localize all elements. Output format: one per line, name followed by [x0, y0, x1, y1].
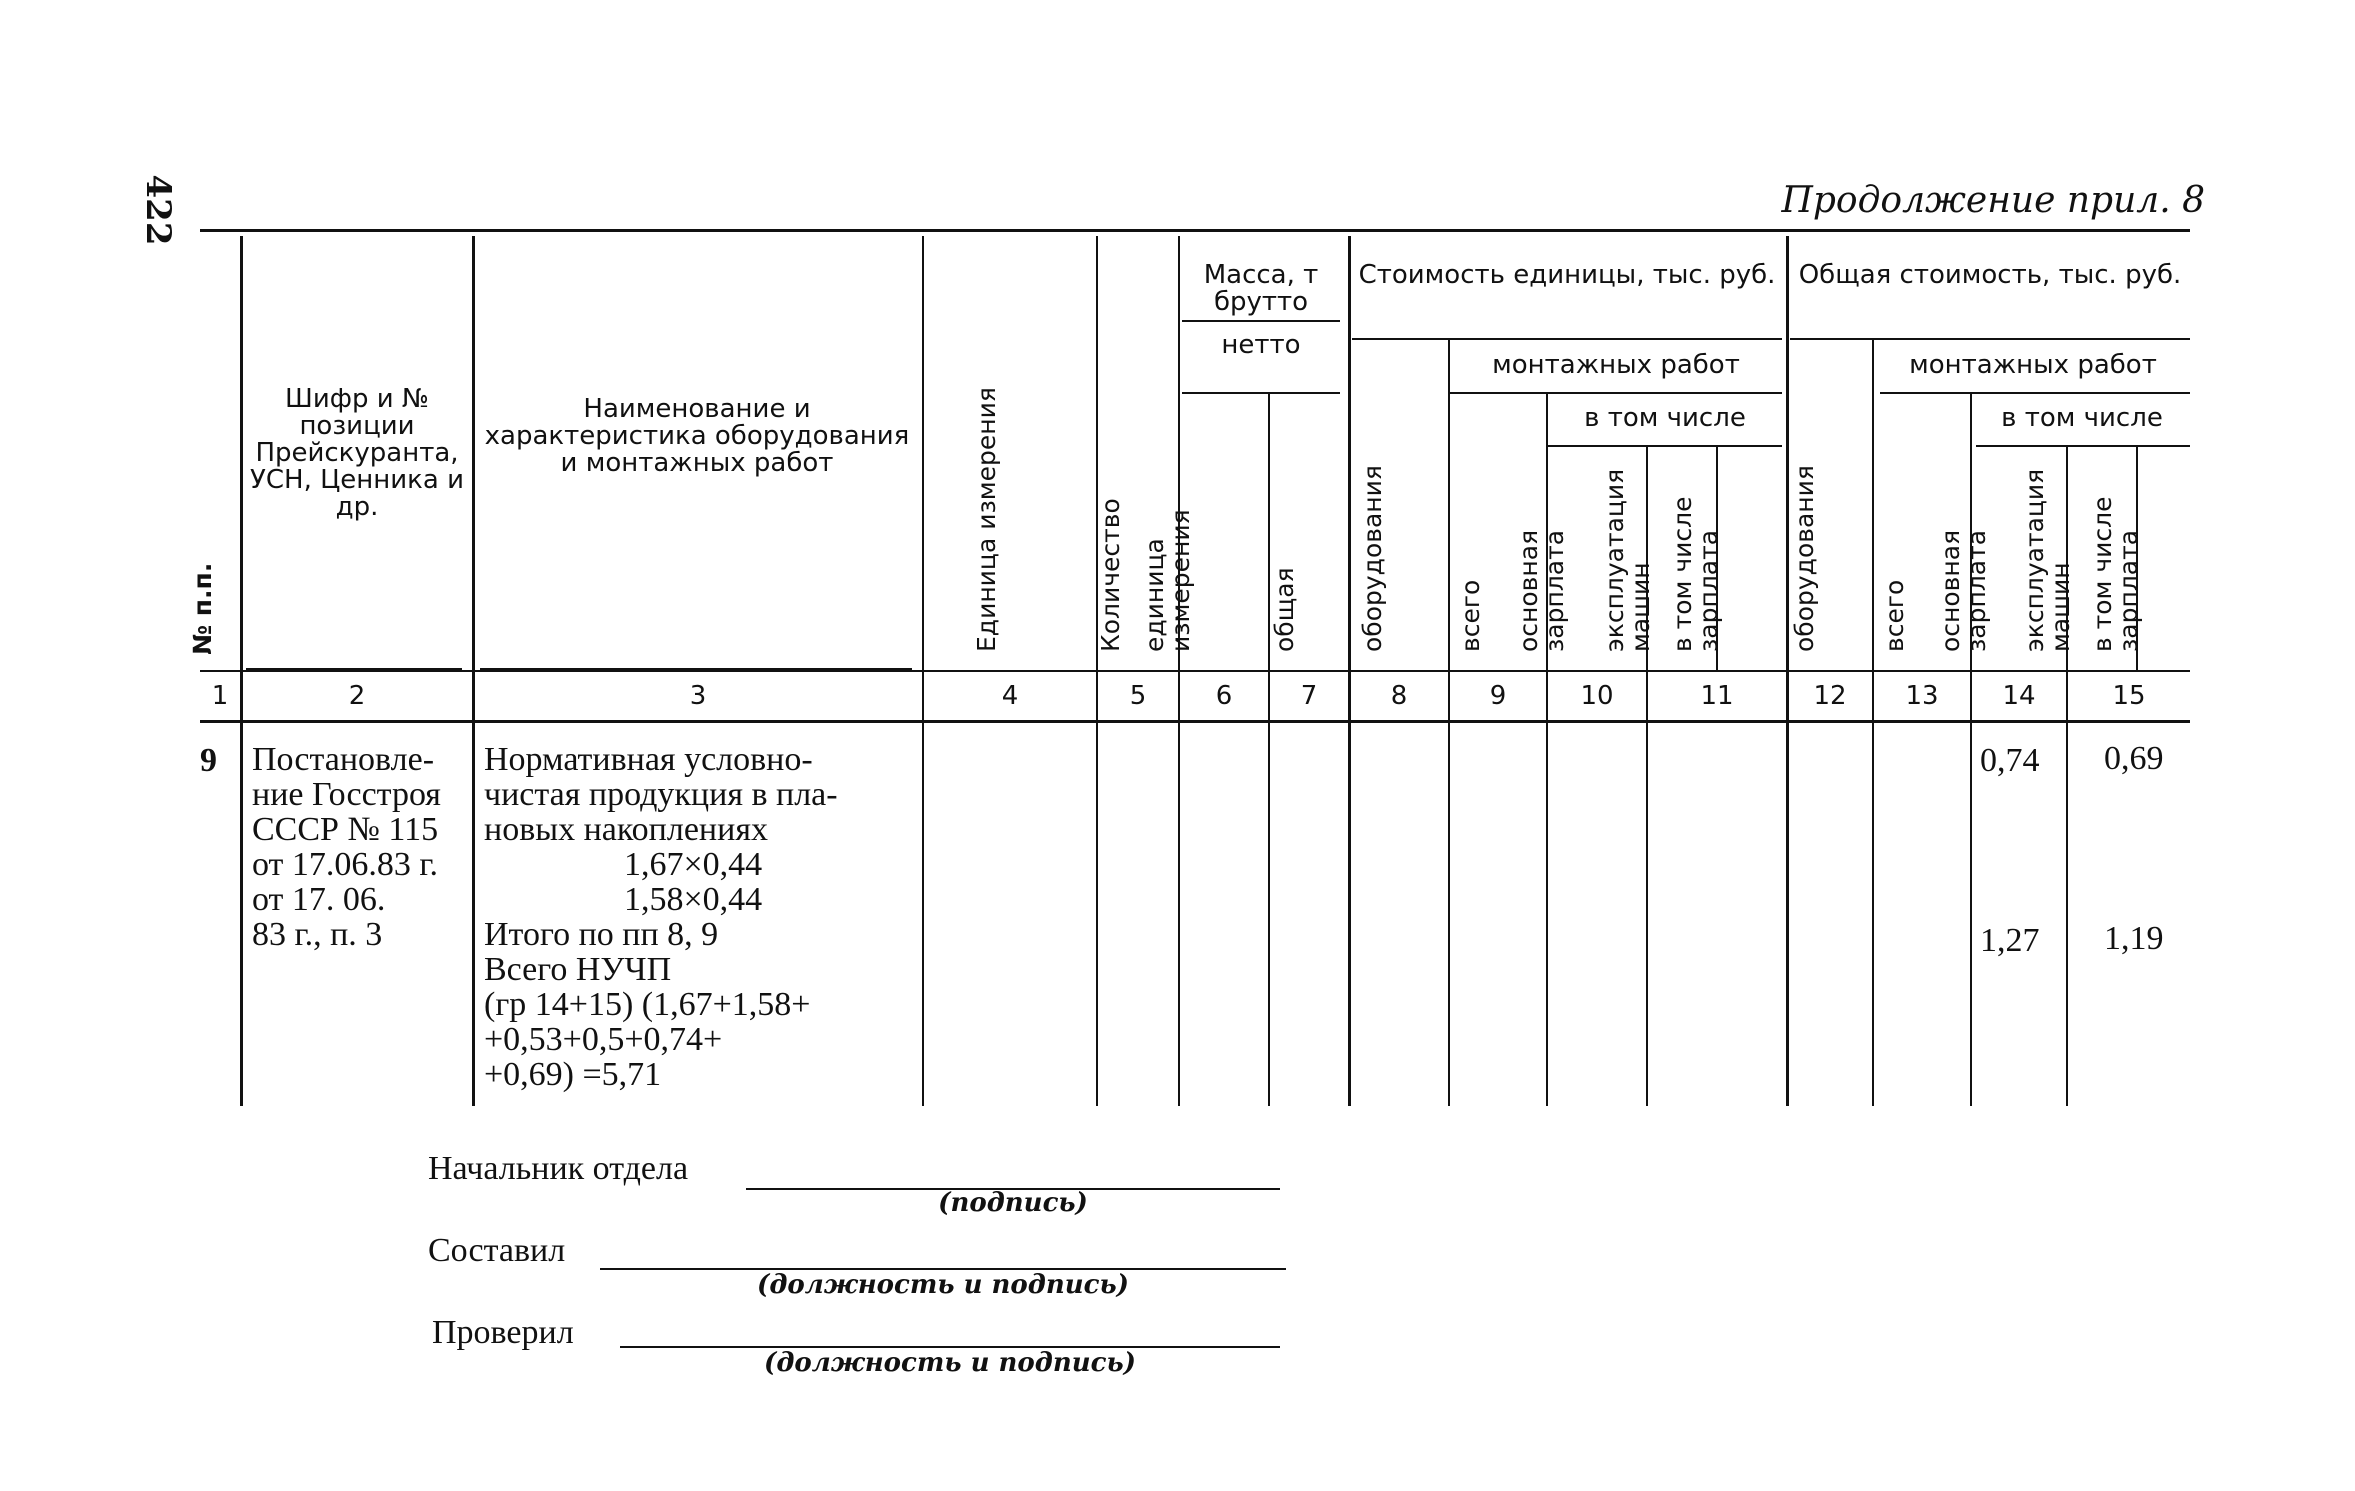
cell-col15-b: 1,19	[2104, 920, 2164, 957]
header-no: № п.п.	[188, 562, 217, 655]
cell-col15-a: 0,69	[2104, 740, 2164, 777]
header-total-cost-group: Общая стоимость, тыс. руб.	[1798, 260, 2182, 290]
header-base-pay-2: основная зарплата	[1936, 529, 1991, 652]
col-number: 10	[1580, 681, 1614, 711]
row-name: Нормативная условно- чистая продукция в пла- новых накоплениях 1,67×0,44 1,58×0,44 Итого по пп 8, 9 Всего НУЧП (гр 14+15) (1,67+1,58+ +0,53+0,5+0,74+ +0,69) =5,71	[484, 741, 838, 1093]
continuation-title: Продолжение прил. 8	[1781, 180, 2205, 221]
col-number: 1	[211, 681, 229, 711]
header-all-1: всего	[1456, 579, 1485, 652]
col-number: 7	[1300, 681, 1318, 711]
checked-label: Проверил	[432, 1314, 574, 1351]
col-number: 2	[348, 681, 366, 711]
col-number: 14	[2002, 681, 2036, 711]
header-name: Наименование и характеристика оборудования и монтажных работ	[484, 394, 910, 478]
header-unit: Единица измерения	[972, 387, 1001, 652]
col-number: 8	[1390, 681, 1408, 711]
header-unit-cost-group: Стоимость единицы, тыс. руб.	[1358, 260, 1776, 290]
header-netto: нетто	[1221, 330, 1301, 360]
checked-note: (должность и подпись)	[764, 1348, 1136, 1378]
col-number: 11	[1700, 681, 1734, 711]
compiled-note: (должность и подпись)	[757, 1270, 1129, 1300]
header-machines-2: эксплуатация машин	[2020, 468, 2075, 652]
head-note: (подпись)	[938, 1188, 1088, 1218]
header-incl-pay-1: в том числе зарплата	[1668, 496, 1723, 652]
header-installation-1: монтажных работ	[1492, 350, 1740, 380]
cell-col14-b: 1,27	[1980, 922, 2040, 959]
row-code: Постановле- ние Госстроя СССР № 115 от 17.06.83 г. от 17. 06. 83 г., п. 3	[252, 741, 441, 953]
header-including-1: в том числе	[1584, 403, 1746, 433]
header-all-2: всего	[1880, 579, 1909, 652]
header-mass-total: общая	[1270, 567, 1299, 652]
head-label: Начальник отдела	[428, 1150, 689, 1187]
header-including-2: в том числе	[2001, 403, 2163, 433]
header-qty: Количество	[1096, 498, 1125, 652]
header-mass-unit: единица измерения	[1140, 509, 1195, 652]
col-number: 4	[1001, 681, 1019, 711]
col-number: 15	[2112, 681, 2146, 711]
col-number: 12	[1813, 681, 1847, 711]
cell-col14-a: 0,74	[1980, 742, 2040, 779]
header-machines-1: эксплуатация машин	[1600, 468, 1655, 652]
header-base-pay-1: основная зарплата	[1514, 529, 1569, 652]
col-number: 5	[1129, 681, 1147, 711]
col-number: 6	[1215, 681, 1233, 711]
compiled-label: Составил	[428, 1232, 566, 1269]
row-number: 9	[200, 742, 217, 779]
header-incl-pay-2: в том числе зарплата	[2088, 496, 2143, 652]
header-mass-group: Масса, т брутто	[1203, 260, 1319, 317]
header-equipment-2: оборудования	[1790, 465, 1819, 652]
page-number: 422	[138, 174, 178, 246]
col-number: 3	[689, 681, 707, 711]
col-number: 9	[1489, 681, 1507, 711]
header-code: Шифр и № позиции Прейскуранта, УСН, Ценника и др.	[250, 384, 464, 522]
header-equipment-1: оборудования	[1358, 465, 1387, 652]
header-installation-2: монтажных работ	[1909, 350, 2157, 380]
col-number: 13	[1905, 681, 1939, 711]
